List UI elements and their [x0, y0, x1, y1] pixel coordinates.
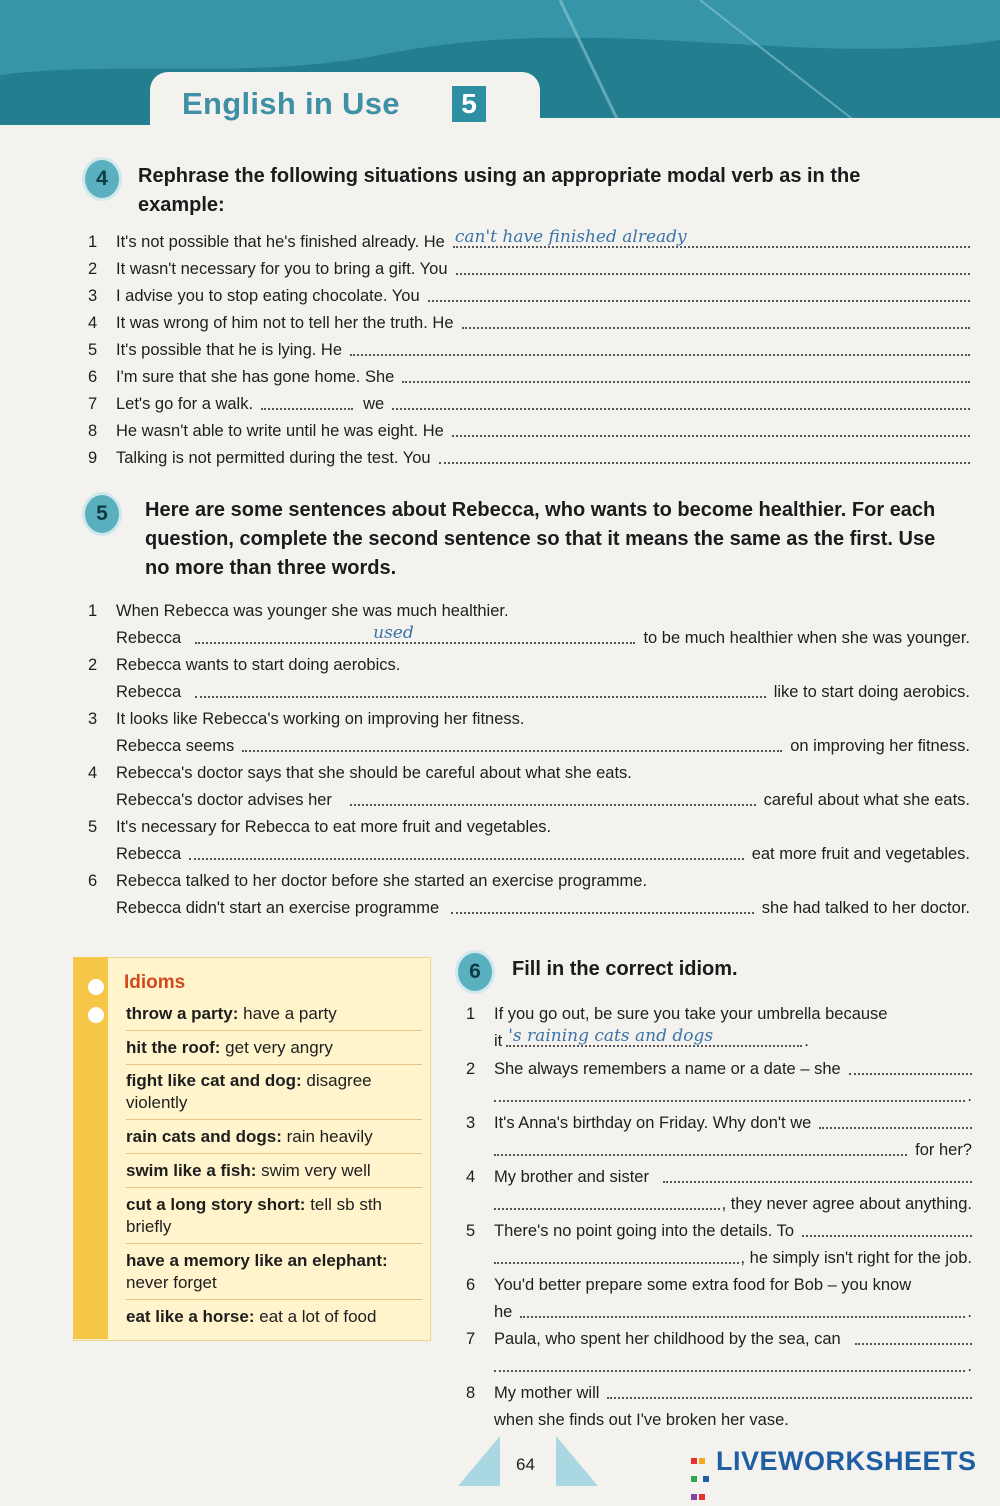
- item-text: Rebecca talked to her doctor before she started an exercise programme.: [116, 872, 648, 890]
- item-number: 4: [466, 1168, 476, 1186]
- answer-field[interactable]: [819, 1109, 972, 1129]
- liveworksheets-logo-icon: [690, 1452, 712, 1474]
- answer-field[interactable]: [849, 1055, 972, 1075]
- item-number: 4: [88, 764, 98, 782]
- item-text: like to start doing aerobics.: [773, 683, 970, 701]
- item-text: for her?: [915, 1141, 972, 1159]
- answer-field[interactable]: [520, 1298, 965, 1318]
- exercise-4-item: [88, 442, 970, 468]
- idiom-entry: [126, 1306, 422, 1330]
- item-number: 6: [88, 368, 98, 386]
- item-text: Rebecca didn't start an exercise programme: [116, 899, 440, 917]
- exercise-6-instruction: Fill in the correct idiom.: [512, 958, 738, 980]
- idiom-entry: [126, 1037, 422, 1065]
- answer-field[interactable]: [456, 255, 970, 275]
- item-text: , they never agree about anything.: [721, 1195, 972, 1213]
- exercise-6-item-cont: [466, 1242, 972, 1268]
- liveworksheets-logo[interactable]: LIVEWORKSHEETS: [716, 1446, 977, 1476]
- answer-field[interactable]: [392, 390, 970, 410]
- exercise-6-item-cont: [466, 1350, 972, 1376]
- exercise-4-instruction: Rephrase the following situations using an appropriate modal verb as in the example:: [138, 165, 861, 216]
- idiom-entry: [126, 1070, 422, 1120]
- page-number: 64: [516, 1455, 535, 1474]
- idiom-term: swim like a fish:: [126, 1161, 257, 1180]
- item-number: 8: [466, 1384, 476, 1402]
- exercise-5-first-sentence: [88, 703, 970, 729]
- exercise-5-second-sentence: [88, 838, 970, 864]
- idiom-entry: [126, 1250, 422, 1300]
- answer-field[interactable]: [350, 336, 970, 356]
- answer-field[interactable]: [189, 840, 744, 860]
- answer-field[interactable]: [506, 1027, 802, 1047]
- answer-field[interactable]: [195, 678, 766, 698]
- idiom-meaning: swim very well: [261, 1161, 371, 1180]
- exercise-4-number: 4: [82, 157, 122, 201]
- item-text: It's possible that he is lying. He: [116, 341, 343, 359]
- bullet-dot-icon: [88, 1007, 104, 1023]
- item-text: .: [804, 1032, 809, 1050]
- idiom-term: fight like cat and dog:: [126, 1071, 302, 1090]
- exercise-5-first-sentence: [88, 811, 970, 837]
- answer-field[interactable]: [607, 1379, 972, 1399]
- item-number: 4: [88, 314, 98, 332]
- item-text: .: [967, 1357, 972, 1375]
- item-text: we: [363, 395, 385, 413]
- exercise-5-second-sentence: [88, 892, 970, 918]
- item-number: 2: [88, 260, 98, 278]
- item-text: Paula, who spent her childhood by the sea, can: [494, 1330, 841, 1348]
- item-text: My brother and sister: [494, 1168, 649, 1186]
- exercise-6-item-cont: [466, 1188, 972, 1214]
- item-text: Rebecca: [116, 629, 182, 647]
- item-number: 5: [88, 341, 98, 359]
- idiom-meaning: eat a lot of food: [259, 1307, 377, 1326]
- exercise-5-first-sentence: [88, 865, 970, 891]
- item-text: There's no point going into the details. To: [494, 1222, 795, 1240]
- idiom-meaning: disagree violently: [126, 1071, 372, 1112]
- idiom-meaning: rain heavily: [286, 1127, 373, 1146]
- exercise-4-item: [88, 415, 970, 441]
- exercise-6-item: [466, 1323, 972, 1349]
- item-text: It's not possible that he's finished already. He: [116, 233, 445, 251]
- item-text: It's Anna's birthday on Friday. Why don't we: [494, 1114, 812, 1132]
- item-number: 1: [88, 602, 98, 620]
- item-number: 6: [466, 1276, 476, 1294]
- answer-field[interactable]: [242, 732, 782, 752]
- item-text: I'm sure that she has gone home. She: [116, 368, 395, 386]
- item-text: Rebecca wants to start doing aerobics.: [116, 656, 401, 674]
- exercise-5-second-sentence: [88, 676, 970, 702]
- item-text: It wasn't necessary for you to bring a gift. You: [116, 260, 448, 278]
- idiom-term: throw a party:: [126, 1004, 239, 1023]
- idiom-meaning: have a party: [243, 1004, 337, 1023]
- item-text: eat more fruit and vegetables.: [751, 845, 970, 863]
- item-number: 7: [88, 395, 98, 413]
- exercise-6-item: [466, 1377, 972, 1403]
- idiom-entry: [126, 1126, 422, 1154]
- item-text: When Rebecca was younger she was much healthier.: [116, 602, 509, 620]
- idiom-entry: [126, 1160, 422, 1188]
- exercise-6-item-cont: [466, 1080, 972, 1106]
- item-text: he: [494, 1303, 513, 1321]
- idiom-term: rain cats and dogs:: [126, 1127, 282, 1146]
- exercise-6-item: [466, 1053, 972, 1079]
- item-number: 1: [88, 233, 98, 251]
- footer-decoration: [458, 1436, 500, 1486]
- page-title: English in Use: [182, 86, 400, 121]
- idiom-term: cut a long story short:: [126, 1195, 306, 1214]
- item-text: Let's go for a walk.: [116, 395, 254, 413]
- exercise-5-second-sentence: [88, 622, 970, 648]
- exercise-4-item: [88, 334, 970, 360]
- item-number: 2: [466, 1060, 476, 1078]
- exercise-4-item: [88, 361, 970, 387]
- item-text: she had talked to her doctor.: [761, 899, 970, 917]
- item-number: 8: [88, 422, 98, 440]
- item-number: 7: [466, 1330, 476, 1348]
- item-text: when she finds out I've broken her vase.: [494, 1411, 789, 1429]
- answer-field[interactable]: [663, 1163, 972, 1183]
- answer-field[interactable]: [428, 282, 970, 302]
- answer-field[interactable]: [350, 786, 756, 806]
- item-number: 1: [466, 1005, 476, 1023]
- idiom-term: eat like a horse:: [126, 1307, 255, 1326]
- exercise-5-second-sentence: [88, 784, 970, 810]
- idiom-entry: [126, 1003, 422, 1031]
- exercise-6-item-cont: [466, 1134, 972, 1160]
- exercise-6-item-cont: [466, 1404, 972, 1430]
- item-number: 3: [88, 287, 98, 305]
- exercise-4-item: [88, 226, 970, 252]
- exercise-4-item: [88, 388, 970, 414]
- answer-field[interactable]: [802, 1217, 972, 1237]
- item-text: Rebecca: [116, 845, 182, 863]
- item-text: Rebecca's doctor says that she should be careful about what she eats.: [116, 764, 632, 782]
- item-number: 5: [88, 818, 98, 836]
- unit-badge: 5: [452, 86, 486, 122]
- exercise-6-item-cont: [466, 1296, 972, 1322]
- item-number: 2: [88, 656, 98, 674]
- item-text: She always remembers a name or a date – she: [494, 1060, 841, 1078]
- exercise-5-first-sentence: [88, 649, 970, 675]
- item-number: 9: [88, 449, 98, 467]
- exercise-4-item: [88, 280, 970, 306]
- handwritten-answer: 's raining cats and dogs: [508, 1026, 714, 1046]
- idioms-title: Idioms: [124, 972, 186, 993]
- idiom-entry: [126, 1194, 422, 1244]
- answer-field[interactable]: [494, 1244, 739, 1264]
- item-text: You'd better prepare some extra food for Bob – you know: [494, 1276, 912, 1294]
- answer-field[interactable]: [494, 1352, 965, 1372]
- item-text: careful about what she eats.: [763, 791, 970, 809]
- answer-field[interactable]: [261, 390, 353, 410]
- idiom-term: have a memory like an elephant:: [126, 1251, 388, 1270]
- exercise-5-first-sentence: [88, 757, 970, 783]
- item-number: 6: [88, 872, 98, 890]
- exercise-6-item: [466, 998, 972, 1024]
- answer-field[interactable]: [494, 1136, 907, 1156]
- answer-field[interactable]: [453, 228, 970, 248]
- item-text: Talking is not permitted during the test. You: [116, 449, 431, 467]
- exercise-5-second-sentence: [88, 730, 970, 756]
- exercise-6-item: [466, 1215, 972, 1241]
- exercise-6-item-cont: [466, 1025, 972, 1051]
- item-text: .: [967, 1087, 972, 1105]
- item-text: It was wrong of him not to tell her the truth. He: [116, 314, 454, 332]
- item-text: He wasn't able to write until he was eight. He: [116, 422, 444, 440]
- exercise-5-number: 5: [82, 492, 122, 536]
- item-number: 3: [88, 710, 98, 728]
- answer-field[interactable]: [195, 624, 635, 644]
- answer-field[interactable]: [439, 444, 970, 464]
- answer-field[interactable]: [494, 1082, 965, 1102]
- item-text: I advise you to stop eating chocolate. You: [116, 287, 420, 305]
- item-text: on improving her fitness.: [790, 737, 970, 755]
- handwritten-answer: can't have finished already: [454, 227, 687, 247]
- answer-field[interactable]: [451, 894, 754, 914]
- item-number: 5: [466, 1222, 476, 1240]
- item-text: to be much healthier when she was younger.: [643, 629, 970, 647]
- exercise-6-item: [466, 1161, 972, 1187]
- item-text: If you go out, be sure you take your umbrella because: [494, 1005, 888, 1023]
- exercise-6-item: [466, 1107, 972, 1133]
- exercise-6-number: 6: [455, 950, 495, 994]
- answer-field[interactable]: [402, 363, 970, 383]
- item-text: Rebecca seems: [116, 737, 235, 755]
- idiom-meaning: get very angry: [225, 1038, 333, 1057]
- item-text: My mother will: [494, 1384, 600, 1402]
- exercise-4-item: [88, 253, 970, 279]
- idiom-meaning: tell sb sth briefly: [126, 1195, 383, 1236]
- item-number: 3: [466, 1114, 476, 1132]
- bullet-dot-icon: [88, 979, 104, 995]
- item-text: Rebecca: [116, 683, 182, 701]
- handwritten-answer: used: [373, 623, 414, 643]
- idiom-term: hit the roof:: [126, 1038, 221, 1057]
- exercise-5-instruction: Here are some sentences about Rebecca, who wants to become healthier. For each question, complete the second sentence so that it means the same as the first. Use no more than three words.: [145, 499, 936, 579]
- answer-field[interactable]: [462, 309, 971, 329]
- answer-field[interactable]: [855, 1325, 972, 1345]
- item-text: It's necessary for Rebecca to eat more fruit and vegetables.: [116, 818, 552, 836]
- exercise-5-first-sentence: [88, 595, 970, 621]
- answer-field[interactable]: [494, 1190, 720, 1210]
- idiom-meaning: never forget: [126, 1273, 217, 1292]
- item-text: Rebecca's doctor advises her: [116, 791, 332, 809]
- footer-decoration: [556, 1436, 598, 1486]
- item-text: it: [494, 1032, 503, 1050]
- exercise-6-item: [466, 1269, 972, 1295]
- item-text: .: [967, 1303, 972, 1321]
- exercise-4-item: [88, 307, 970, 333]
- item-text: It looks like Rebecca's working on improving her fitness.: [116, 710, 525, 728]
- answer-field[interactable]: [452, 417, 970, 437]
- item-text: , he simply isn't right for the job.: [740, 1249, 972, 1267]
